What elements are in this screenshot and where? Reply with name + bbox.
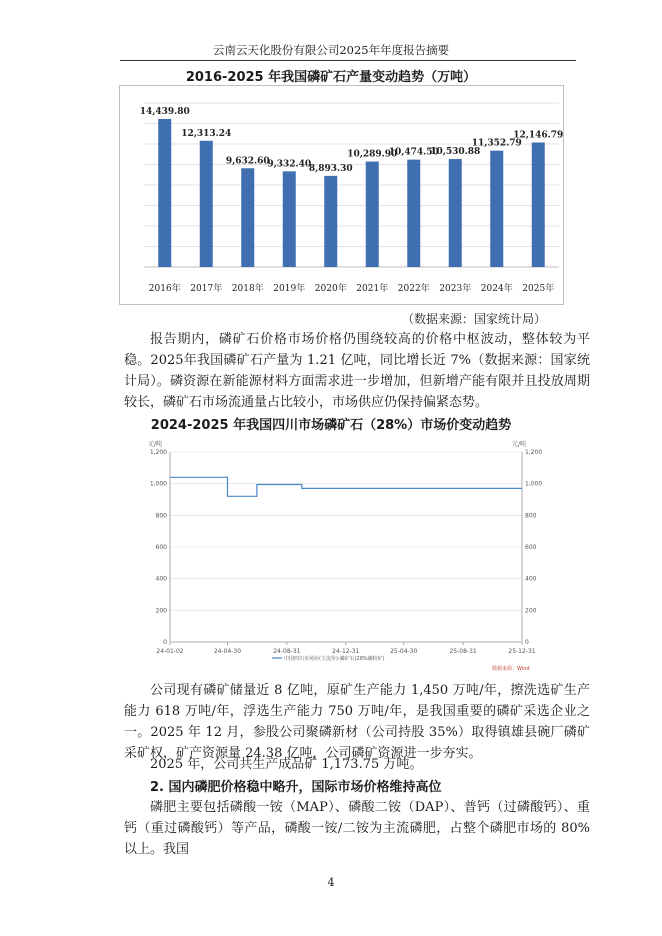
- y-tick-label-left: 400: [155, 575, 167, 583]
- production-bar-chart: [119, 85, 564, 305]
- x-tick-label: 2024年: [480, 284, 513, 294]
- x-tick-label: 24-01-02: [156, 648, 184, 655]
- section-heading-fertilizer: 2. 国内磷肥价格稳中略升，国际市场价格维持高位: [150, 780, 442, 795]
- y-tick-label-left: 1,200: [149, 449, 167, 456]
- bar: [532, 142, 545, 267]
- x-tick-label: 2019年: [273, 284, 306, 294]
- paragraph-fertilizer: 磷肥主要包括磷酸一铵（MAP）、磷酸二铵（DAP）、普钙（过磷酸钙）、重钙（重过磷酸钙）等产品，磷酸一铵/二铵为主流磷肥，占整个磷肥市场的 80%以上。我国: [124, 800, 590, 857]
- y-tick-label-right: 600: [525, 544, 537, 551]
- bar: [490, 151, 503, 267]
- x-tick-label: 2025年: [522, 284, 555, 294]
- chart2-source-brand: 数据来源：Wind: [492, 666, 530, 672]
- bar-value-label: 12,313.24: [181, 128, 232, 139]
- header-rule: [120, 60, 576, 61]
- chart2-legend-label: 中国四川市场价(主流价):磷矿石(28%磷粉矿): [284, 656, 385, 662]
- bar: [241, 168, 254, 267]
- data-source-note: （数据来源：国家统计局）: [401, 312, 546, 326]
- bar-value-label: 10,530.88: [430, 147, 481, 158]
- bar: [324, 176, 337, 267]
- x-tick-label: 2021年: [356, 284, 389, 294]
- x-tick-label: 2023年: [439, 284, 472, 294]
- price-series-line: [170, 477, 522, 496]
- x-tick-label: 24-12-31: [332, 648, 360, 655]
- x-tick-label: 25-12-31: [508, 648, 536, 655]
- bar-value-label: 12,146.79: [513, 130, 564, 141]
- x-tick-label: 2018年: [231, 284, 264, 294]
- page-number: 4: [327, 876, 335, 889]
- chart1-title: 2016-2025 年我国磷矿石产量变动趋势（万吨）: [185, 70, 477, 85]
- left-unit-label: 元/吨: [148, 441, 163, 448]
- bar-value-label: 14,439.80: [139, 106, 190, 117]
- bar: [366, 162, 379, 267]
- bar-value-label: 9,332.40: [267, 159, 312, 170]
- y-tick-label-right: 1,200: [525, 449, 543, 456]
- y-tick-label-left: 1,000: [149, 480, 167, 488]
- price-line-chart: [140, 434, 543, 674]
- bar: [283, 171, 296, 267]
- x-tick-label: 2020年: [314, 284, 347, 294]
- y-tick-label-right: 200: [525, 607, 537, 615]
- bar: [407, 160, 420, 267]
- bar: [200, 141, 213, 267]
- y-tick-label-left: 800: [155, 512, 167, 520]
- chart2-title: 2024-2025 年我国四川市场磷矿石（28%）市场价变动趋势: [150, 418, 512, 433]
- bar-value-label: 11,352.79: [471, 138, 522, 149]
- y-tick-label-right: 1,000: [525, 480, 543, 488]
- bar-value-label: 9,632.60: [225, 156, 270, 167]
- paragraph-output: 2025 年，公司共生产成品矿 1,173.75 万吨。: [150, 757, 423, 772]
- x-tick-label: 2017年: [190, 284, 223, 294]
- y-tick-label-right: 400: [525, 575, 537, 583]
- paragraph-phosphate-market: 报告期内，磷矿石价格市场价格仍围绕较高的价格中枢波动，整体较为平稳。2025年我国磷矿石产量为 1.21 亿吨，同比增长近 7%（数据来源：国家统计局）。磷资源在新能源材料方面需求进一步增加，但新增产能有限并且投放周期较长，磷矿石市场流通量占比较小，市场供应仍保持偏紧态势。: [124, 332, 590, 410]
- y-tick-label-right: 800: [525, 512, 537, 520]
- paragraph-company-reserves: 公司现有磷矿储量近 8 亿吨，原矿生产能力 1,450 万吨/年，擦洗选矿生产能力 618 万吨/年，浮选生产能力 750 万吨/年，是我国重要的磷矿采选企业之一。2025 年 12 月，参股公司聚磷新材（公司持股 35%）取得镇雄县碗厂磷矿采矿权，矿产资源量 24.38 亿吨，公司磷矿资源进一步夯实。: [124, 683, 590, 761]
- page-header: 云南云天化股份有限公司2025年年度报告摘要: [212, 43, 450, 57]
- bar: [449, 159, 462, 267]
- y-tick-label-right: 0: [525, 639, 529, 646]
- x-tick-label: 24-08-31: [273, 648, 301, 655]
- bar: [158, 119, 171, 267]
- x-tick-label: 2016年: [148, 284, 181, 294]
- x-tick-label: 25-04-30: [390, 648, 418, 655]
- x-tick-label: 2022年: [397, 284, 430, 294]
- bar-value-label: 10,289.90: [347, 149, 398, 160]
- x-tick-label: 24-04-30: [213, 648, 242, 655]
- bar-value-label: 10,474.50: [388, 147, 439, 158]
- y-tick-label-left: 600: [155, 544, 167, 551]
- y-tick-label-left: 200: [155, 607, 167, 615]
- x-tick-label: 25-08-31: [449, 648, 477, 655]
- y-tick-label-left: 0: [163, 639, 167, 646]
- right-unit-label: 元/吨: [512, 441, 527, 448]
- bar-value-label: 8,893.30: [308, 163, 353, 174]
